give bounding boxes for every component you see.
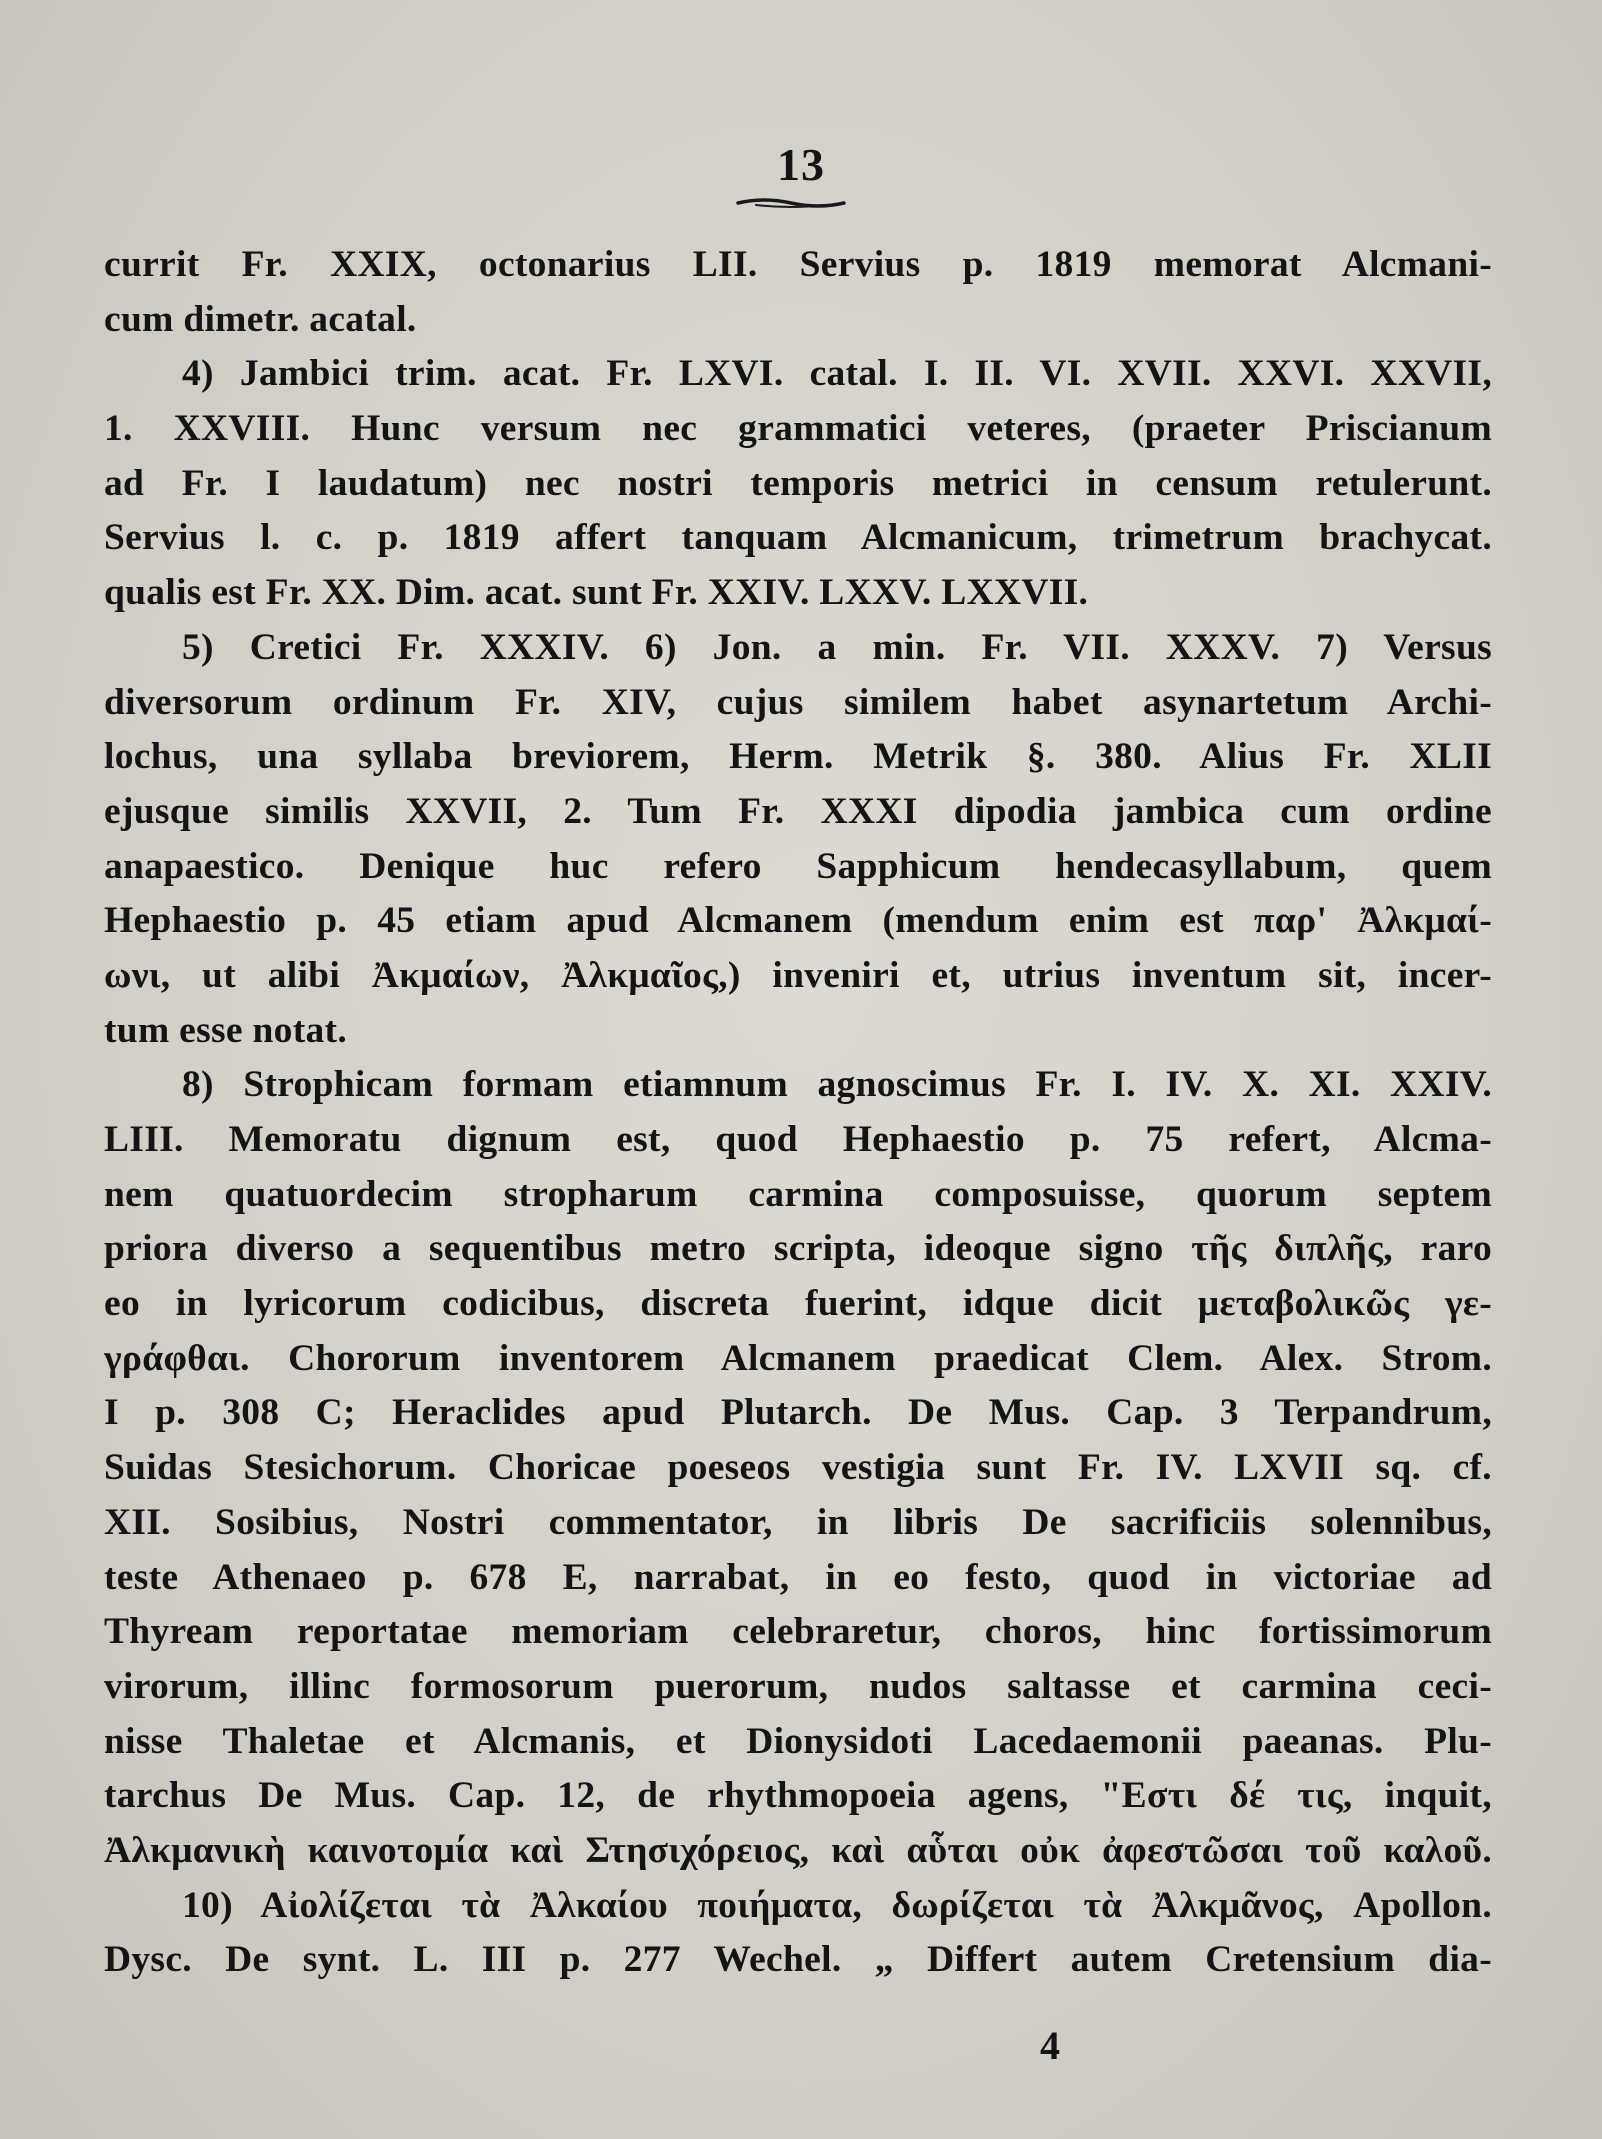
- text-line: ejusque similis XXVII, 2. Tum Fr. XXXI dipodia jambica cum ordine: [104, 790, 1492, 832]
- text-line: ωνι, ut alibi Ἀκμαίων, Ἀλκμαῖος,) inveniri et, utrius inventum sit, incer-: [104, 954, 1492, 996]
- text-line: 1. XXVIII. Hunc versum nec grammatici veteres, (praeter Priscianum: [104, 408, 1492, 450]
- text-line: anapaestico. Denique huc refero Sapphicum hendecasyllabum, quem: [104, 845, 1492, 887]
- text-line: eo in lyricorum codicibus, discreta fuerint, idque dicit μεταβολικῶς γε-: [104, 1283, 1492, 1325]
- text-line: Hephaestio p. 45 etiam apud Alcmanem (mendum enim est παρ' Ἀλκμαί-: [104, 900, 1492, 942]
- text-line: 10) Αἰολίζεται τὰ Ἀλκαίου ποιήματα, δωρίζεται τὰ Ἀλκμᾶνος, Apollon.: [182, 1884, 1492, 1926]
- ornament-rule-icon: [736, 196, 846, 210]
- text-line: ad Fr. I laudatum) nec nostri temporis metrici in censum retulerunt.: [104, 462, 1492, 504]
- page-number: 13: [777, 139, 825, 190]
- text-line: diversorum ordinum Fr. XIV, cujus similem habet asynartetum Archi-: [104, 681, 1492, 723]
- text-line: priora diverso a sequentibus metro scripta, ideoque signo τῆς διπλῆς, raro: [104, 1228, 1492, 1270]
- text-line: Suidas Stesichorum. Choricae poeseos vestigia sunt Fr. IV. LXVII sq. cf.: [104, 1447, 1492, 1489]
- text-line: Thyream reportatae memoriam celebraretur, choros, hinc fortissimorum: [104, 1611, 1492, 1653]
- text-line: tarchus De Mus. Cap. 12, de rhythmopoeia agens, "Εστι δέ τις, inquit,: [104, 1775, 1492, 1817]
- text-line: Servius l. c. p. 1819 affert tanquam Alcmanicum, trimetrum brachycat.: [104, 517, 1492, 559]
- text-line: nem quatuordecim stropharum carmina composuisse, quorum septem: [104, 1173, 1492, 1215]
- text-line: 5) Cretici Fr. XXXIV. 6) Jon. a min. Fr. VII. XXXV. 7) Versus: [182, 626, 1492, 668]
- text-line: I p. 308 C; Heraclides apud Plutarch. De Mus. Cap. 3 Terpandrum,: [104, 1392, 1492, 1434]
- text-line: Ἀλκμανικὴ καινοτομία καὶ Στησιχόρειος, καὶ αὗται οὐκ ἀφεστῶσαι τοῦ καλοῦ.: [104, 1829, 1492, 1871]
- text-line: LIII. Memoratu dignum est, quod Hephaestio p. 75 refert, Alcma-: [104, 1119, 1492, 1160]
- text-line: qualis est Fr. XX. Dim. acat. sunt Fr. XXIV. LXXV. LXXVII.: [104, 572, 1089, 614]
- text-line: teste Athenaeo p. 678 E, narrabat, in eo festo, quod in victoriae ad: [104, 1556, 1492, 1598]
- text-line: tum esse notat.: [104, 1009, 348, 1051]
- body-text: [104, 238, 1492, 1988]
- text-line: γράφθαι. Chororum inventorem Alcmanem praedicat Clem. Alex. Strom.: [104, 1337, 1492, 1379]
- text-line: virorum, illinc formosorum puerorum, nudos saltasse et carmina ceci-: [104, 1665, 1492, 1707]
- text-line: nisse Thaletae et Alcmanis, et Dionysidoti Lacedaemonii paeanas. Plu-: [104, 1720, 1492, 1762]
- text-line: cum dimetr. acatal.: [104, 298, 417, 340]
- text-line: 8) Strophicam formam etiamnum agnoscimus Fr. I. IV. X. XI. XXIV.: [182, 1064, 1492, 1106]
- text-line: 4) Jambici trim. acat. Fr. LXVI. catal. I. II. VI. XVII. XXVI. XXVII,: [182, 353, 1492, 395]
- text-line: lochus, una syllaba breviorem, Herm. Metrik §. 380. Alius Fr. XLII: [104, 736, 1492, 778]
- text-line: XII. Sosibius, Nostri commentator, in libris De sacrificiis solennibus,: [104, 1501, 1492, 1543]
- signature-mark: 4: [1040, 2023, 1060, 2068]
- text-line: currit Fr. XXIX, octonarius LII. Servius p. 1819 memorat Alcmani-: [104, 244, 1492, 285]
- text-line: Dysc. De synt. L. III p. 277 Wechel. „ Differt autem Cretensium dia-: [104, 1939, 1492, 1981]
